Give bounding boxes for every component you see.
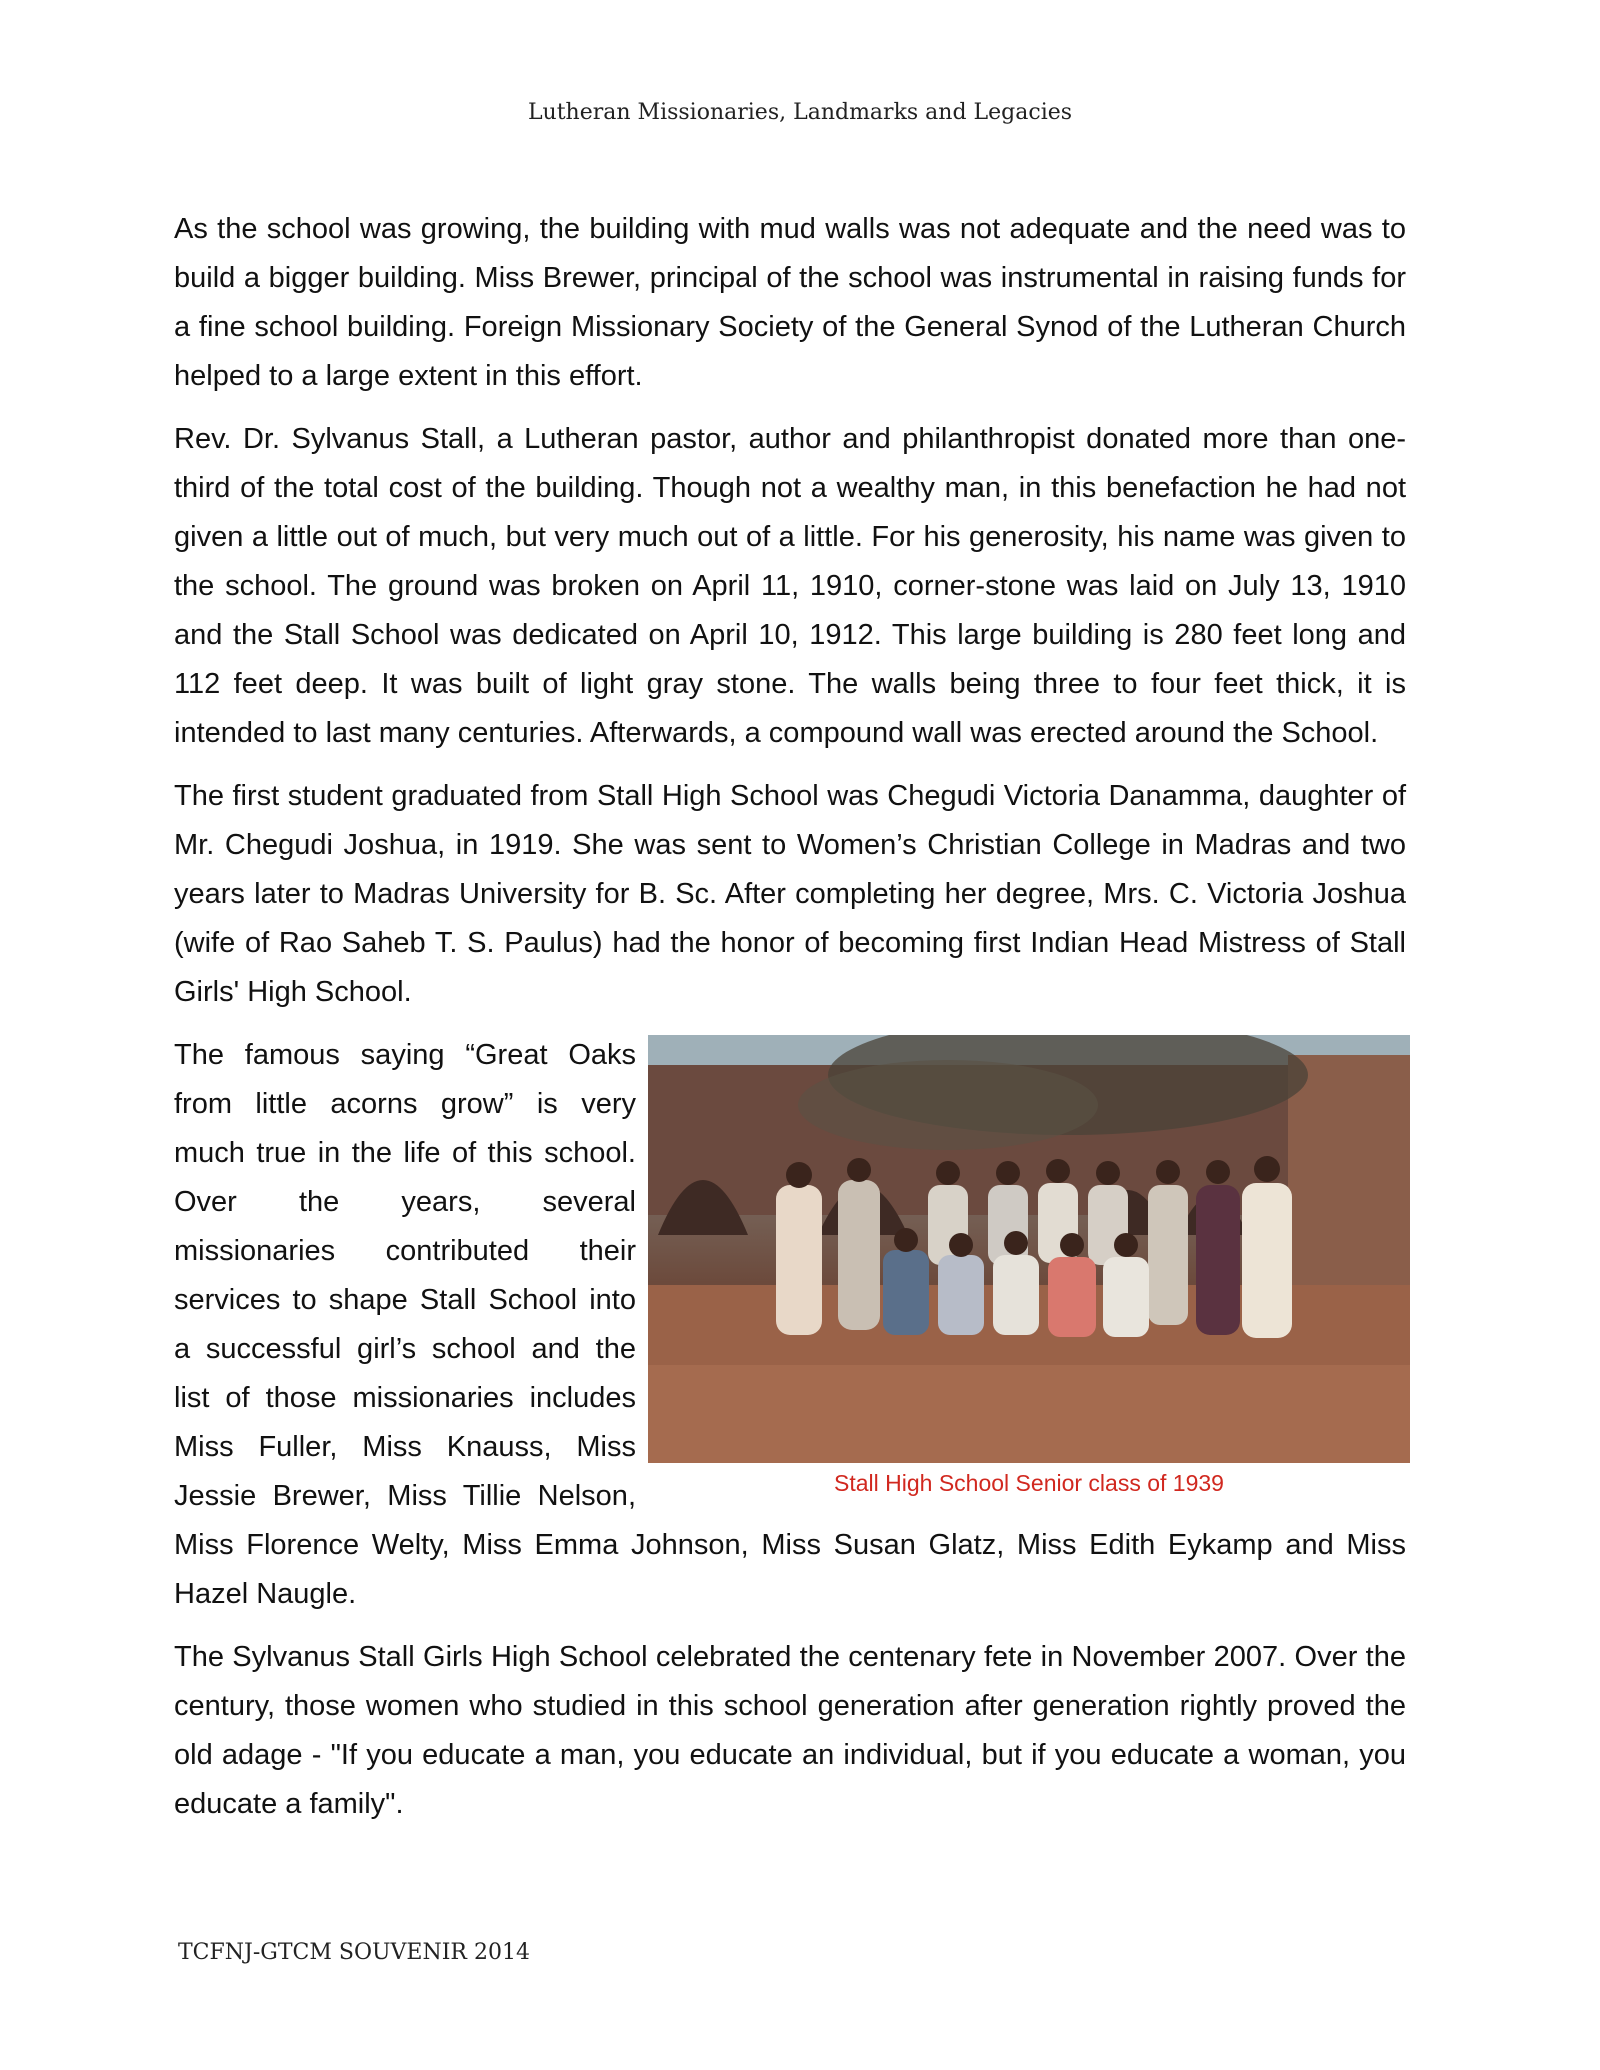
paragraph-5: The Sylvanus Stall Girls High School celebrated the centenary fete in November 2007. Over the century, those women who studied in this school generation after generation rightly proved the old adage - "If you educate a man, you educate an individual, but if you educate a woman, you educate a family".: [174, 1641, 1406, 1820]
photo-figure: [648, 1035, 1410, 1503]
class-photo-illustration: [648, 1035, 1410, 1463]
page-body: [174, 205, 1406, 1843]
page-footer: TCFNJ-GTCM SOUVENIR 2014: [178, 1940, 530, 1965]
paragraph-2: Rev. Dr. Sylvanus Stall, a Lutheran pastor, author and philanthropist donated more than one-third of the total cost of the building. Though not a wealthy man, in this benefaction he had not given a little out of much, but very much out of a little. For his generosity, his name was given to the school. The ground was broken on April 11, 1910, corner-stone was laid on July 13, 1910 and the Stall School was dedicated on April 10, 1912. This large building is 280 feet long and 112 feet deep. It was built of light gray stone. The walls being three to four feet thick, it is intended to last many centuries. Afterwards, a compound wall was erected around the School.: [174, 423, 1406, 749]
paragraph-1: As the school was growing, the building with mud walls was not adequate and the need was to build a bigger building. Miss Brewer, principal of the school was instrumental in raising funds for a fine school building. Foreign Missionary Society of the General Synod of the Lutheran Church helped to a large extent in this effort.: [174, 213, 1406, 392]
photo-caption: Stall High School Senior class of 1939: [834, 1470, 1224, 1496]
paragraph-4: The famous saying “Great Oaks from little acorns grow” is very much true in the life of this school. Over the years, several missionaries contributed their services to shape Stall School into a successful girl’s school and the list of those missionaries includes Miss Fuller, Miss Knauss, Miss Jessie Brewer, Miss Tillie Nelson, Miss Florence Welty, Miss Emma Johnson, Miss Susan Glatz, Miss Edith Eykamp and Miss Hazel Naugle.: [174, 1039, 1406, 1610]
running-header: Lutheran Missionaries, Landmarks and Legacies: [527, 100, 1073, 125]
paragraph-3: The first student graduated from Stall High School was Chegudi Victoria Danamma, daughter of Mr. Chegudi Joshua, in 1919. She was sent to Women’s Christian College in Madras and two years later to Madras University for B. Sc. After completing her degree, Mrs. C. Victoria Joshua (wife of Rao Saheb T. S. Paulus) had the honor of becoming first Indian Head Mistress of Stall Girls' High School.: [174, 780, 1406, 1008]
class-photo: [648, 1035, 1410, 1463]
